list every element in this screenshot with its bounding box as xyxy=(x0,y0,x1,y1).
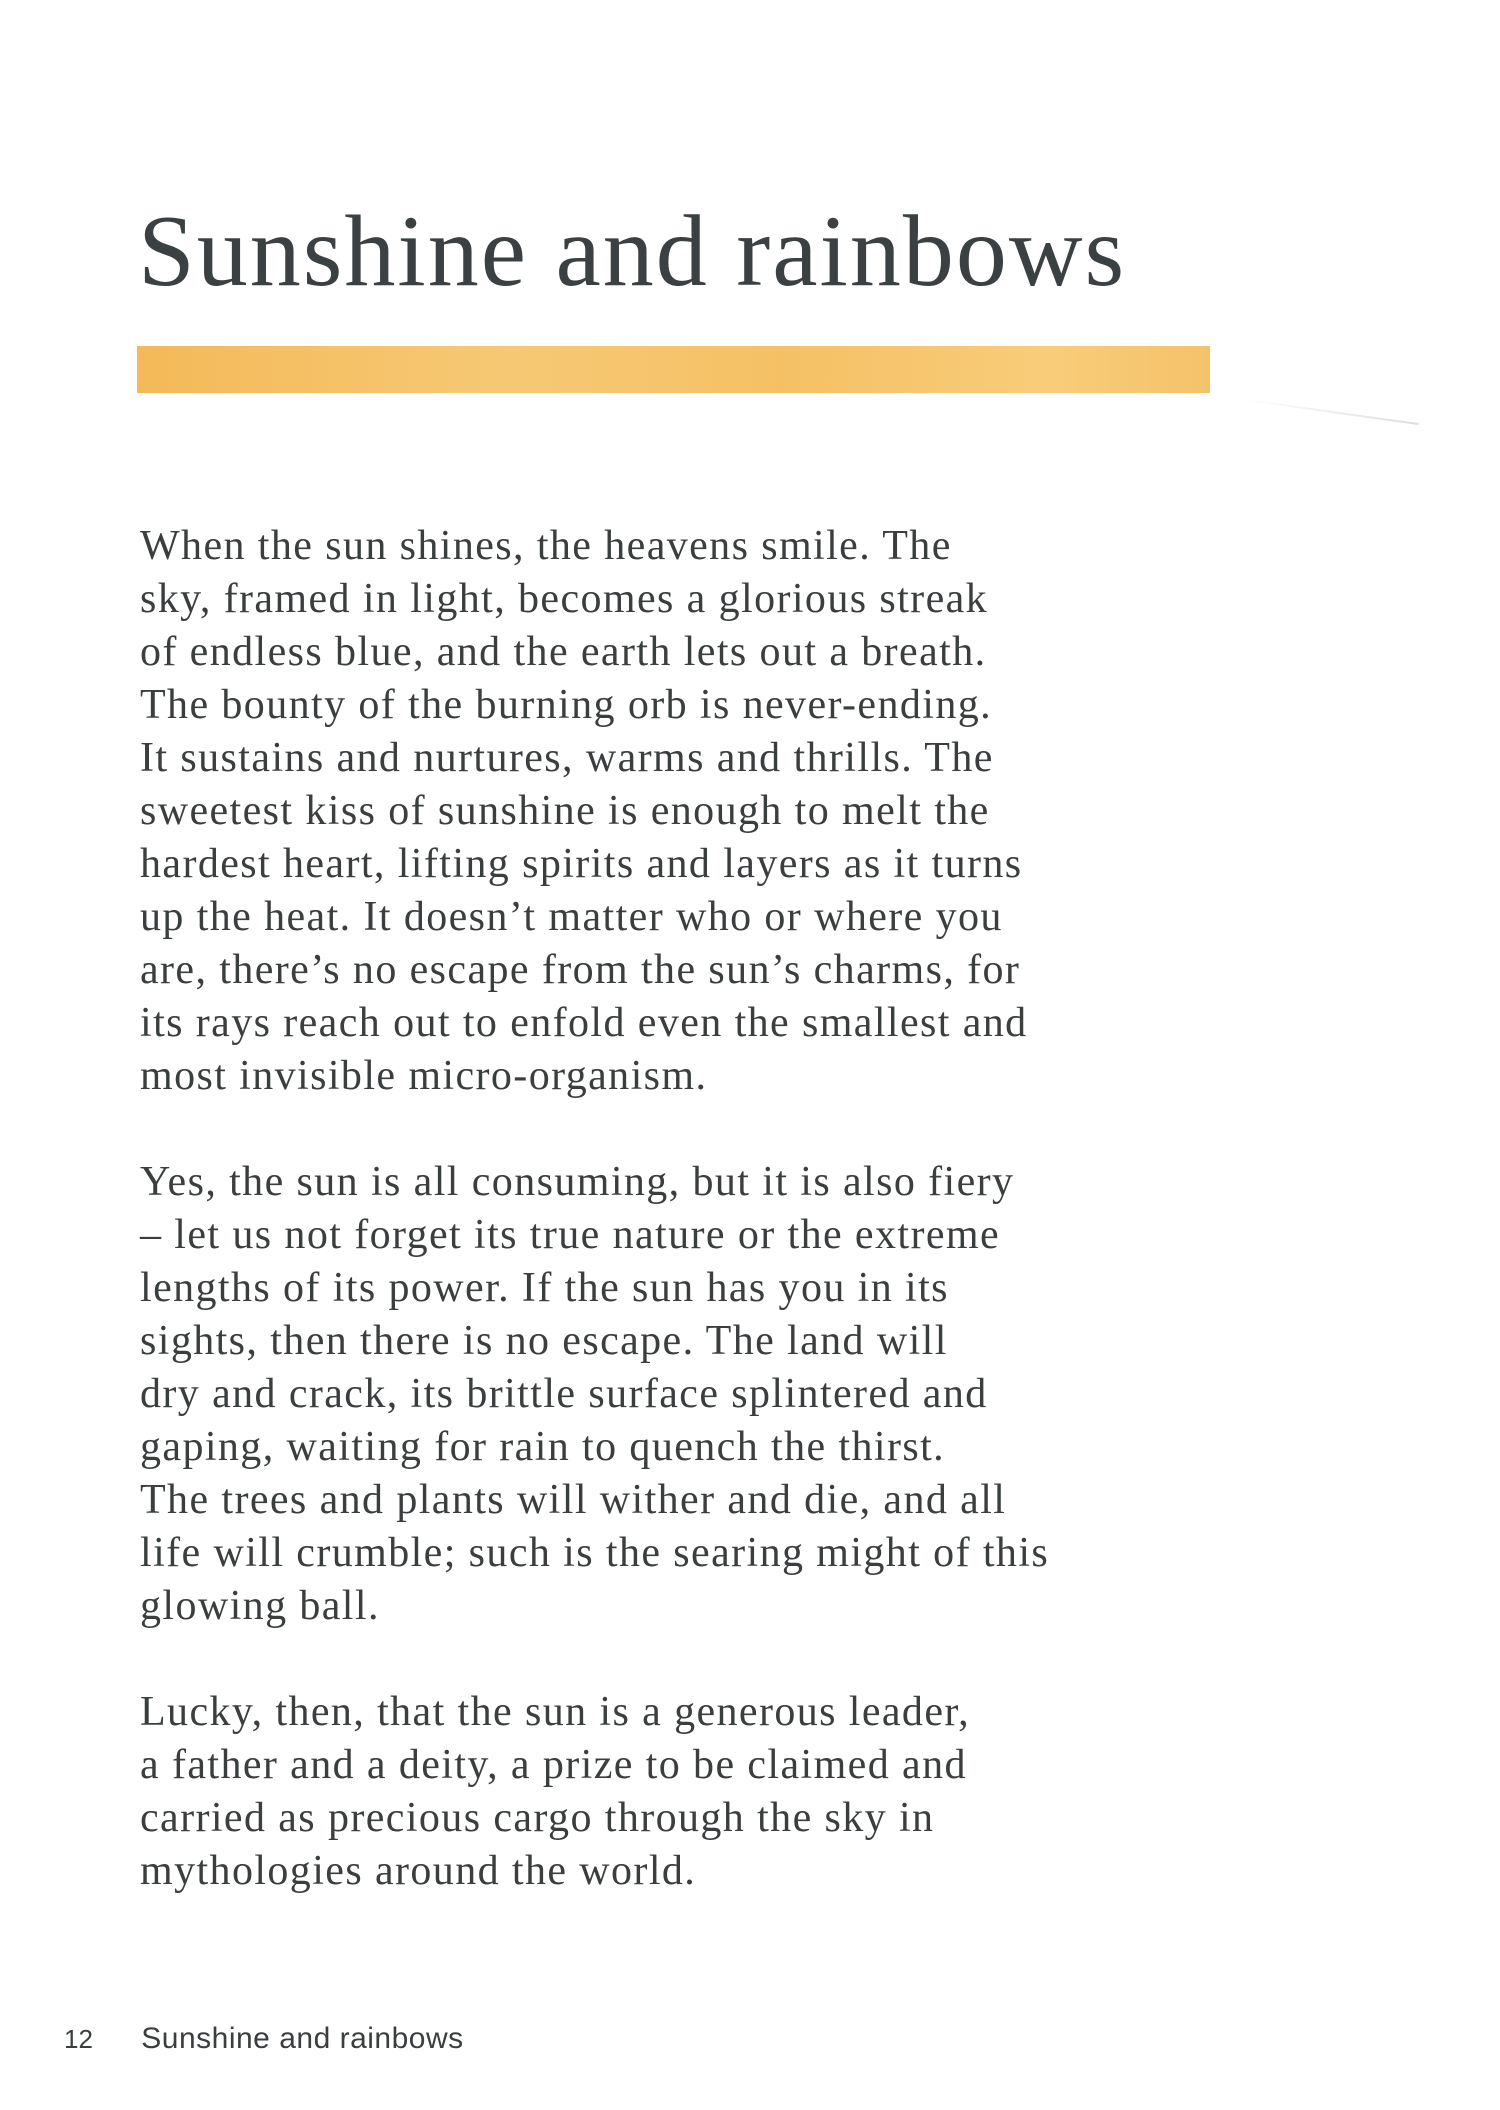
running-head: Sunshine and rainbows xyxy=(141,2022,464,2055)
page-footer xyxy=(64,2022,464,2056)
text-line: – let us not forget its true nature or the extreme xyxy=(140,1212,1000,1258)
body-text xyxy=(140,520,1240,1951)
text-line: sights, then there is no escape. The land will xyxy=(140,1318,948,1364)
text-line: Lucky, then, that the sun is a generous leader, xyxy=(140,1689,970,1735)
text-line: lengths of its power. If the sun has you in its xyxy=(140,1265,949,1311)
text-line: sky, framed in light, becomes a glorious streak xyxy=(140,576,989,622)
text-line: dry and crack, its brittle surface splintered and xyxy=(140,1371,988,1417)
text-line: hardest heart, lifting spirits and layers as it turns xyxy=(140,841,1023,887)
text-line: are, there’s no escape from the sun’s charms, for xyxy=(140,947,1021,993)
paragraph-1 xyxy=(140,520,1240,1103)
text-line: Yes, the sun is all consuming, but it is also fiery xyxy=(140,1159,1015,1205)
page-number: 12 xyxy=(64,2024,93,2054)
paragraph-2 xyxy=(140,1156,1240,1633)
text-line: The trees and plants will wither and die, and all xyxy=(140,1477,1007,1523)
text-line: It sustains and nurtures, warms and thrills. The xyxy=(140,735,994,781)
text-line: carried as precious cargo through the sky in xyxy=(140,1795,935,1841)
text-line: up the heat. It doesn’t matter who or where you xyxy=(140,894,1003,940)
text-line: life will crumble; such is the searing might of this xyxy=(140,1530,1050,1576)
scan-artifact-line xyxy=(1240,398,1419,425)
page-title: Sunshine and rainbows xyxy=(138,195,1127,308)
text-line: glowing ball. xyxy=(140,1583,380,1629)
text-line: a father and a deity, a prize to be claimed and xyxy=(140,1742,967,1788)
paragraph-3 xyxy=(140,1686,1240,1898)
text-line: mythologies around the world. xyxy=(140,1848,697,1894)
title-underline-bar xyxy=(137,346,1210,393)
text-line: most invisible micro-organism. xyxy=(140,1053,708,1099)
text-line: gaping, waiting for rain to quench the thirst. xyxy=(140,1424,946,1470)
text-line: its rays reach out to enfold even the smallest and xyxy=(140,1000,1028,1046)
text-line: of endless blue, and the earth lets out a breath. xyxy=(140,629,987,675)
text-line: sweetest kiss of sunshine is enough to melt the xyxy=(140,788,990,834)
text-line: When the sun shines, the heavens smile. The xyxy=(140,523,952,569)
text-line: The bounty of the burning orb is never-ending. xyxy=(140,682,993,728)
